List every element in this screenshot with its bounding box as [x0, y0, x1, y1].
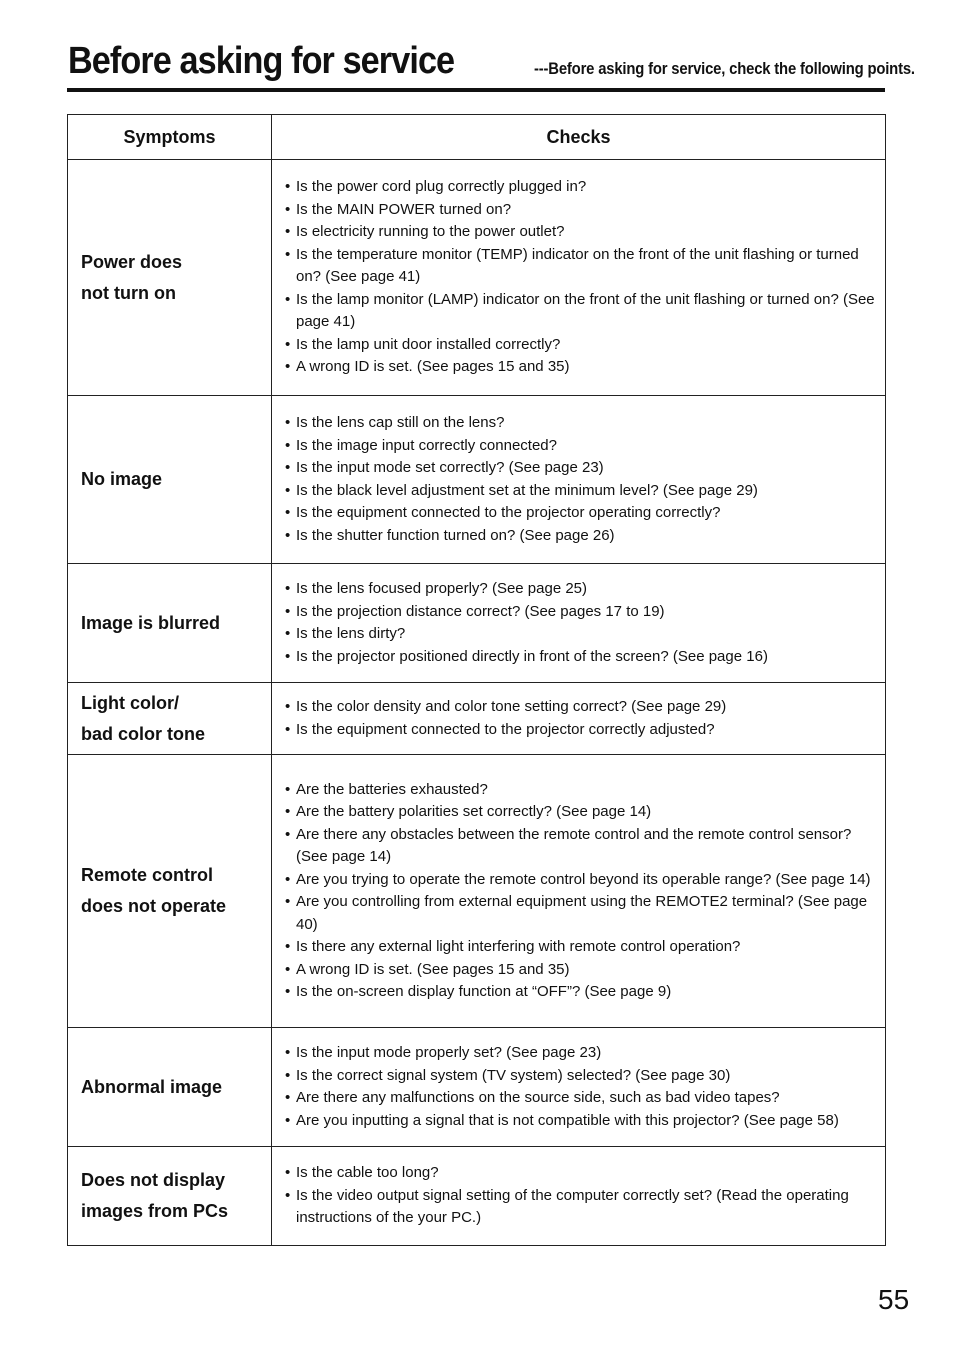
symptom-line: images from PCs [81, 1201, 229, 1221]
check-item: • Is the lens dirty? [285, 623, 879, 646]
checks-list [285, 1042, 879, 1132]
check-item: • Are you controlling from external equipment using the REMOTE2 terminal? (See page 40) [285, 891, 879, 936]
check-item: • Is the image input correctly connected? [285, 435, 879, 458]
checks-cell [272, 564, 886, 683]
check-item: • Is the equipment connected to the projector operating correctly? [285, 502, 879, 525]
check-item: • Is the temperature monitor (TEMP) indicator on the front of the unit flashing or turned on? (See page 41) [285, 244, 879, 289]
check-item: • A wrong ID is set. (See pages 15 and 35) [285, 356, 879, 379]
check-item: • A wrong ID is set. (See pages 15 and 35) [285, 959, 879, 982]
check-item: • Is the MAIN POWER turned on? [285, 199, 879, 222]
symptom-cell [68, 396, 272, 564]
checks-list [285, 696, 879, 741]
symptom-line: No image [81, 469, 163, 489]
check-item: • Is the lens cap still on the lens? [285, 412, 879, 435]
check-item: • Is there any external light interfering with remote control operation? [285, 936, 879, 959]
troubleshooting-table [67, 114, 886, 1246]
symptom-line: not turn on [81, 282, 176, 303]
checks-list [285, 578, 879, 668]
check-item: • Is the power cord plug correctly plugged in? [285, 176, 879, 199]
symptom-line: does not operate [81, 896, 227, 916]
table-row [68, 683, 886, 755]
table-row [68, 755, 886, 1028]
check-item: • Is the lens focused properly? (See page 25) [285, 578, 879, 601]
symptom-cell [68, 160, 272, 396]
symptom-cell [68, 564, 272, 683]
check-item: • Is electricity running to the power outlet? [285, 221, 879, 244]
table-row [68, 396, 886, 564]
page-header [68, 40, 915, 88]
check-item: • Is the shutter function turned on? (See page 26) [285, 525, 879, 548]
checks-cell [272, 683, 886, 755]
check-item: • Are there any obstacles between the remote control and the remote control sensor? (See page 14) [285, 824, 879, 869]
page-title: Before asking for service [68, 40, 455, 82]
checks-cell [272, 1147, 886, 1246]
check-item: • Are the battery polarities set correctly? (See page 14) [285, 801, 879, 824]
check-item: • Is the input mode properly set? (See page 23) [285, 1042, 879, 1065]
header-rule [67, 88, 885, 92]
check-item: • Is the projector positioned directly in front of the screen? (See page 16) [285, 646, 879, 669]
symptom-cell [68, 755, 272, 1028]
table-row [68, 1028, 886, 1147]
checks-list [285, 412, 879, 547]
symptom-cell [68, 683, 272, 755]
symptom-line: Does not display [81, 1170, 226, 1190]
checks-cell [272, 755, 886, 1028]
check-item: • Is the projection distance correct? (See pages 17 to 19) [285, 601, 879, 624]
table-body [68, 160, 886, 1246]
check-item: • Is the color density and color tone setting correct? (See page 29) [285, 696, 879, 719]
checks-list [285, 779, 879, 1004]
check-item: • Is the equipment connected to the projector correctly adjusted? [285, 719, 879, 742]
check-item: • Is the correct signal system (TV system) selected? (See page 30) [285, 1065, 879, 1088]
check-item: • Is the lamp unit door installed correctly? [285, 334, 879, 357]
check-item: • Are there any malfunctions on the source side, such as bad video tapes? [285, 1087, 879, 1110]
check-item: • Are you trying to operate the remote control beyond its operable range? (See page 14) [285, 869, 879, 892]
table-header-row [68, 115, 886, 160]
symptom-cell [68, 1147, 272, 1246]
check-item: • Is the cable too long? [285, 1162, 879, 1185]
check-item: • Is the input mode set correctly? (See page 23) [285, 457, 879, 480]
table-row [68, 160, 886, 396]
checks-cell [272, 1028, 886, 1147]
check-item: • Are the batteries exhausted? [285, 779, 879, 802]
table-row [68, 1147, 886, 1246]
check-item: • Is the black level adjustment set at the minimum level? (See page 29) [285, 480, 879, 503]
symptom-line: Power does [81, 251, 183, 272]
symptom-line: Remote control [81, 865, 214, 885]
symptom-line: bad color tone [81, 723, 206, 744]
symptom-cell [68, 1028, 272, 1147]
checks-list [285, 176, 879, 379]
checks-list [285, 1162, 879, 1230]
page-number: 55 [878, 1284, 910, 1315]
column-header-symptoms: Symptoms [68, 115, 272, 160]
column-header-checks: Checks [272, 115, 886, 160]
page-subtitle: ---Before asking for service, check the following points. [534, 60, 915, 78]
symptom-line: Abnormal image [81, 1076, 223, 1097]
check-item: • Is the on-screen display function at “OFF”? (See page 9) [285, 981, 879, 1004]
checks-cell [272, 396, 886, 564]
checks-cell [272, 160, 886, 396]
table-row [68, 564, 886, 683]
symptom-line: Light color/ [81, 692, 179, 713]
check-item: • Is the video output signal setting of the computer correctly set? (Read the operating instructions of the your PC.) [285, 1185, 879, 1230]
symptom-line: Image is blurred [81, 612, 221, 633]
check-item: • Is the lamp monitor (LAMP) indicator on the front of the unit flashing or turned on? (See page 41) [285, 289, 879, 334]
check-item: • Are you inputting a signal that is not compatible with this projector? (See page 58) [285, 1110, 879, 1133]
